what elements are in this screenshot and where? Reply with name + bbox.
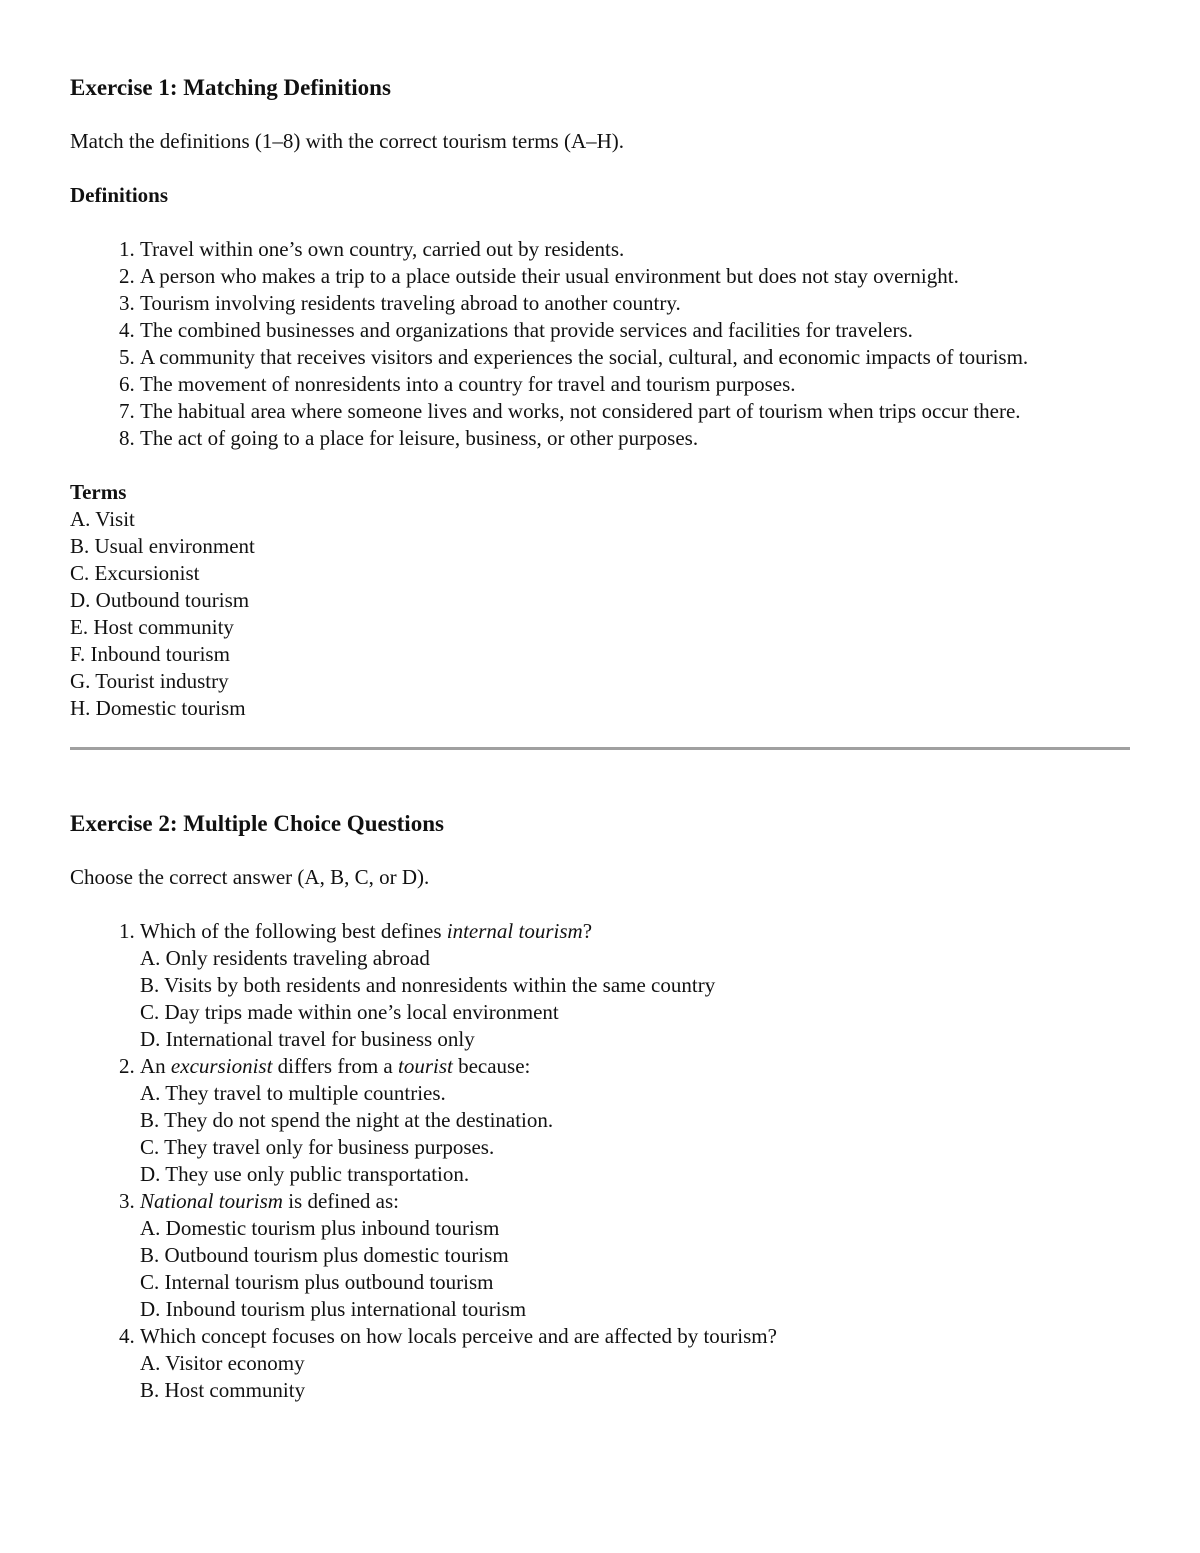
definition-item: 7. The habitual area where someone lives and works, not considered part of tourism when trips occur there. bbox=[140, 398, 1132, 425]
answer-option: B. They do not spend the night at the destination. bbox=[140, 1108, 554, 1132]
questions-list bbox=[70, 918, 1132, 1404]
answer-option: C. Day trips made within one’s local environment bbox=[140, 1000, 559, 1024]
terms-list bbox=[70, 506, 1132, 722]
term-item: D. Outbound tourism bbox=[70, 588, 250, 612]
answer-option: A. Only residents traveling abroad bbox=[140, 946, 430, 970]
stem-text: ? bbox=[582, 919, 593, 943]
answer-option: A. They travel to multiple countries. bbox=[140, 1081, 446, 1105]
question-stem bbox=[140, 1189, 399, 1213]
stem-text: because: bbox=[452, 1054, 531, 1078]
answer-option: D. They use only public transportation. bbox=[140, 1162, 470, 1186]
answer-option: D. International travel for business only bbox=[140, 1027, 475, 1051]
definition-item: 2. A person who makes a trip to a place outside their usual environment but does not stay overnight. bbox=[140, 263, 1132, 290]
answer-option: B. Visits by both residents and nonresidents within the same country bbox=[140, 973, 716, 997]
term-item: E. Host community bbox=[70, 615, 234, 639]
question-stem bbox=[140, 919, 592, 943]
answer-option: C. They travel only for business purposes. bbox=[140, 1135, 495, 1159]
term-item: G. Tourist industry bbox=[70, 669, 229, 693]
question-item bbox=[140, 1053, 1132, 1188]
stem-emphasis: excursionist bbox=[170, 1054, 273, 1078]
section-divider bbox=[70, 747, 1130, 750]
answer-option: B. Outbound tourism plus domestic tourism bbox=[140, 1243, 509, 1267]
answer-option: A. Domestic tourism plus inbound tourism bbox=[140, 1216, 500, 1240]
stem-emphasis: National tourism bbox=[140, 1189, 283, 1213]
stem-text: Which of the following best defines bbox=[140, 919, 447, 943]
exercise-2-title: Exercise 2: Multiple Choice Questions bbox=[70, 811, 444, 836]
stem-text: An bbox=[140, 1054, 171, 1078]
answer-option: B. Host community bbox=[140, 1378, 306, 1402]
stem-text: Which concept focuses on how locals perceive and are affected by tourism? bbox=[140, 1324, 777, 1348]
exercise-1-title: Exercise 1: Matching Definitions bbox=[70, 75, 391, 100]
stem-text: differs from a bbox=[272, 1054, 398, 1078]
question-item bbox=[140, 918, 1132, 1053]
stem-emphasis: tourist bbox=[397, 1054, 453, 1078]
stem-text: is defined as: bbox=[282, 1189, 400, 1213]
answer-option: A. Visitor economy bbox=[140, 1351, 305, 1375]
definition-item: 4. The combined businesses and organizations that provide services and facilities for travelers. bbox=[140, 317, 1132, 344]
term-item: C. Excursionist bbox=[70, 561, 200, 585]
term-item: H. Domestic tourism bbox=[70, 696, 246, 720]
term-item: F. Inbound tourism bbox=[70, 642, 230, 666]
definition-item: 6. The movement of nonresidents into a country for travel and tourism purposes. bbox=[140, 371, 1132, 398]
definitions-list bbox=[70, 236, 1132, 452]
exercise-2-instruction: Choose the correct answer (A, B, C, or D). bbox=[70, 865, 430, 889]
exercise-1-instruction: Match the definitions (1–8) with the correct tourism terms (A–H). bbox=[70, 129, 625, 153]
terms-heading: Terms bbox=[70, 480, 127, 504]
definition-item: 1. Travel within one’s own country, carried out by residents. bbox=[140, 236, 1132, 263]
term-item: B. Usual environment bbox=[70, 534, 255, 558]
answer-option: C. Internal tourism plus outbound tourism bbox=[140, 1270, 494, 1294]
question-stem bbox=[140, 1324, 777, 1348]
definitions-heading: Definitions bbox=[70, 183, 169, 207]
answer-option: D. Inbound tourism plus international tourism bbox=[140, 1297, 527, 1321]
stem-emphasis: internal tourism bbox=[446, 919, 583, 943]
question-stem bbox=[140, 1054, 530, 1078]
term-item: A. Visit bbox=[70, 507, 135, 531]
definition-item: 8. The act of going to a place for leisure, business, or other purposes. bbox=[140, 425, 1132, 452]
worksheet-page bbox=[70, 72, 1132, 1404]
definition-item: 5. A community that receives visitors and experiences the social, cultural, and economic impacts of tourism. bbox=[140, 344, 1132, 371]
definition-item: 3. Tourism involving residents traveling abroad to another country. bbox=[140, 290, 1132, 317]
question-item bbox=[140, 1323, 1132, 1404]
question-item bbox=[140, 1188, 1132, 1323]
